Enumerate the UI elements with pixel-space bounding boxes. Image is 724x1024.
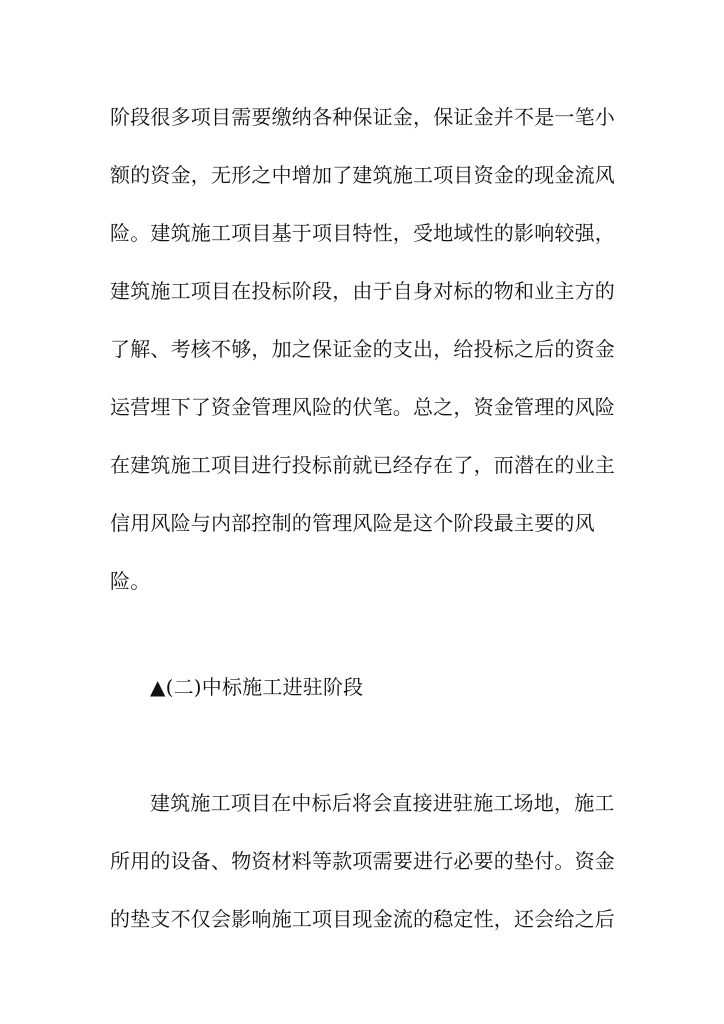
section-heading: ▲(二)中标施工进驻阶段 xyxy=(150,675,364,699)
paragraph-1-line-7: 在建筑施工项目进行投标前就已经存在了，而潜在的业主 xyxy=(110,453,615,477)
paragraph-2-line-1: 建筑施工项目在中标后将会直接进驻施工场地，施工 xyxy=(150,791,615,815)
paragraph-1-line-9: 险。 xyxy=(110,569,151,593)
paragraph-1-line-1: 阶段很多项目需要缴纳各种保证金，保证金并不是一笔小 xyxy=(110,105,615,129)
paragraph-1-line-5: 了解、考核不够，加之保证金的支出，给投标之后的资金 xyxy=(110,337,615,361)
paragraph-1-line-6: 运营埋下了资金管理风险的伏笔。总之，资金管理的风险 xyxy=(110,395,615,419)
paragraph-2-line-2: 所用的设备、物资材料等款项需要进行必要的垫付。资金 xyxy=(110,849,615,873)
paragraph-1-line-2: 额的资金，无形之中增加了建筑施工项目资金的现金流风 xyxy=(110,163,615,187)
paragraph-1-line-8: 信用风险与内部控制的管理风险是这个阶段最主要的风 xyxy=(110,511,595,535)
paragraph-1-line-4: 建筑施工项目在投标阶段，由于自身对标的物和业主方的 xyxy=(110,279,615,303)
paragraph-2-line-3: 的垫支不仅会影响施工项目现金流的稳定性，还会给之后 xyxy=(110,907,615,931)
paragraph-1-line-3: 险。建筑施工项目基于项目特性，受地域性的影响较强， xyxy=(110,221,615,245)
